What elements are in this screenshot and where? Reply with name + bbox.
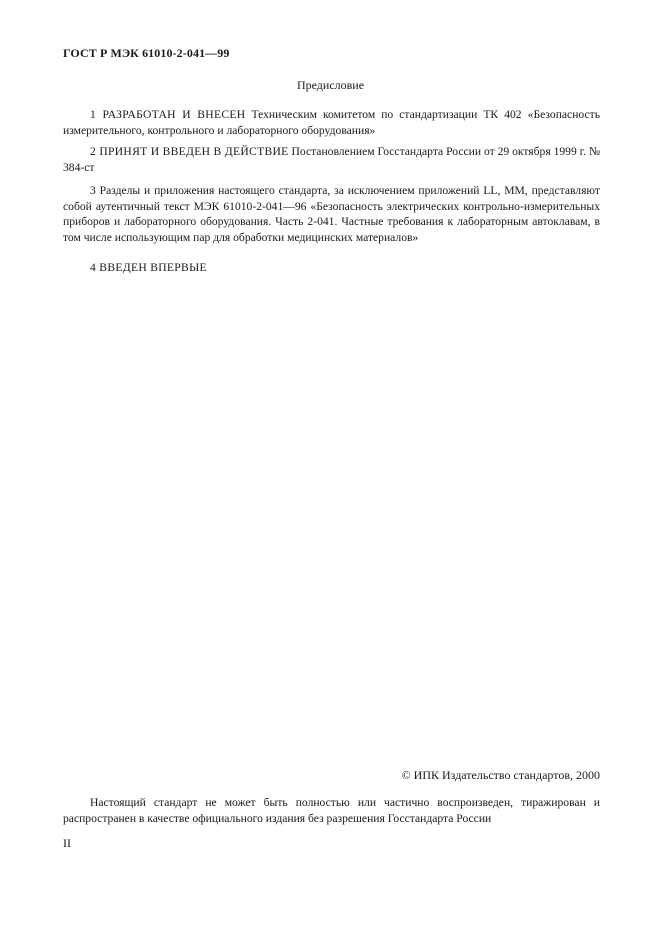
- section-title: Предисловие: [296, 78, 365, 92]
- document-header: ГОСТ Р МЭК 61010-2-041—99: [63, 46, 230, 60]
- foreword-paragraph-4: [63, 260, 600, 276]
- foreword-paragraph-1: [63, 107, 600, 138]
- foreword-paragraph-3: [63, 183, 600, 245]
- paragraph-text: 3 Разделы и приложения настоящего стандарта, за исключением приложений LL, MM, представляют собой аутентичный текст МЭК 61010-2-041—96 «Безопасность электрических контрольно-измерительных приборов и лабораторного оборудования. Часть 2-041. Частные требования к лабораторным автоклавам, в том числе использующим пар для обработки медицинских материалов»: [63, 184, 600, 244]
- paragraph-lead: 4 ВВЕДЕН ВПЕРВЫЕ: [90, 261, 207, 274]
- paragraph-text: Техническим комитетом по стандартизации ТК 402 «Безопасность измерительного, контрольного и лабораторного оборудования»: [63, 108, 600, 137]
- paragraph-lead: 1 РАЗРАБОТАН И ВНЕСЕН: [90, 108, 246, 121]
- reproduction-notice: Настоящий стандарт не может быть полностью или частично воспроизведен, тиражирован и распространен в качестве официального издания без разрешения Госстандарта России: [63, 796, 600, 825]
- paragraph-lead: 2 ПРИНЯТ И ВВЕДЕН В ДЕЙСТВИЕ: [90, 145, 289, 158]
- page-number: II: [63, 836, 71, 850]
- paragraph-text: Постановлением Госстандарта России от 29 октября 1999 г. № 384-ст: [63, 145, 601, 174]
- copyright-line: © ИПК Издательство стандартов, 2000: [401, 768, 600, 782]
- foreword-paragraph-2: [63, 144, 600, 175]
